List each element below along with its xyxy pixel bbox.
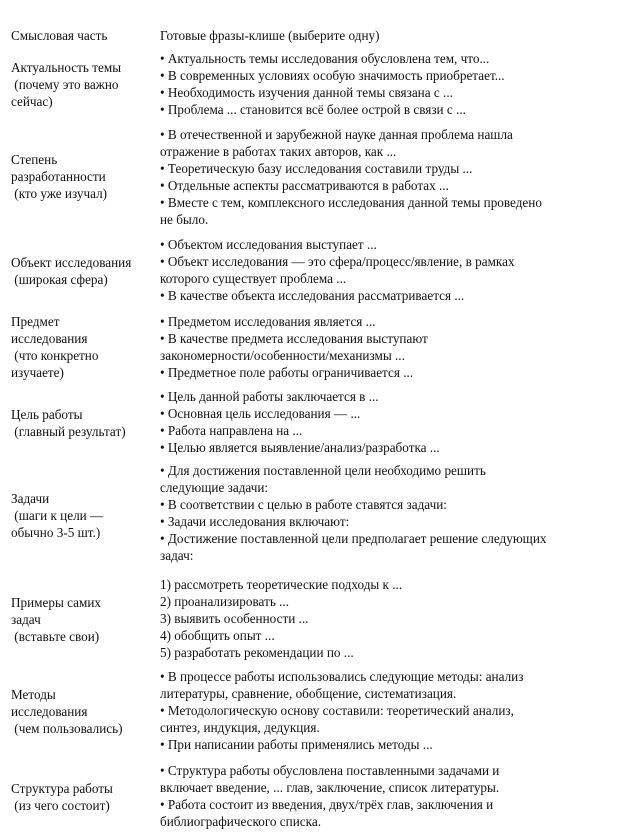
row-label: [11, 406, 156, 440]
row-phrases: [160, 50, 625, 118]
label-line: сейчас): [11, 94, 53, 109]
row-tasks: [11, 462, 621, 572]
phrase-line: • При написании работы применялись методы ...: [160, 737, 433, 752]
phrase-line: синтез, индукция, дедукция.: [160, 720, 320, 735]
phrase-line: • Актуальность темы исследования обусловлена тем, что...: [160, 51, 490, 66]
phrase-line: 3) выявить особенности ...: [160, 611, 309, 626]
phrase-line: • Для достижения поставленной цели необходимо решить: [160, 463, 486, 478]
phrase-line: • Цель данной работы заключается в ...: [160, 389, 379, 404]
label-line: (что конкретно: [11, 348, 99, 363]
row-label: [11, 594, 156, 645]
phrase-line: задач:: [160, 548, 194, 563]
row-phrases: [160, 762, 625, 830]
row-goal: [11, 386, 621, 458]
label-line: (чем пользовались): [11, 721, 123, 736]
phrase-line: • Достижение поставленной цели предполагает решение следующих: [160, 531, 547, 546]
label-line: разработанности: [11, 169, 106, 184]
phrase-line: • Отдельные аспекты рассматриваются в работах ...: [160, 178, 449, 193]
label-line: (главный результат): [11, 424, 126, 439]
row-label: [11, 254, 156, 288]
phrase-line: • В соответствии с целью в работе ставятся задачи:: [160, 497, 447, 512]
label-line: Методы: [11, 687, 56, 702]
row-elaboration: [11, 124, 621, 234]
label-line: Степень: [11, 152, 58, 167]
label-line: (шаги к цели —: [11, 508, 104, 523]
phrase-line: • Необходимость изучения данной темы связана с ...: [160, 85, 453, 100]
label-line: (почему это важно: [11, 77, 119, 92]
row-phrases: [160, 668, 625, 753]
label-line: Цель работы: [11, 407, 83, 422]
row-label: [11, 59, 156, 110]
row-methods: [11, 667, 621, 761]
phrase-line: • Предметом исследования является ...: [160, 314, 376, 329]
phrase-line: следующие задачи:: [160, 480, 269, 495]
phrase-line: • В современных условиях особую значимость приобретает...: [160, 68, 505, 83]
label-line: Структура работы: [11, 781, 113, 796]
row-label: [11, 686, 156, 737]
row-phrases: [160, 576, 625, 661]
row-label: [11, 490, 156, 541]
phrase-line: • Теоретическую базу исследования составили труды ...: [160, 161, 473, 176]
header-semantic-part: Смысловая часть: [11, 28, 108, 43]
phrase-line: • Проблема ... становится всё более острой в связи с ...: [160, 102, 466, 117]
row-structure: [11, 762, 621, 834]
label-line: Примеры самих: [11, 595, 101, 610]
header-ready-phrases: Готовые фразы-клише (выберите одну): [160, 28, 380, 43]
label-line: Актуальность темы: [11, 60, 122, 75]
phrase-line: • Методологическую основу составили: теоретический анализ,: [160, 703, 514, 718]
row-label: [11, 313, 156, 381]
phrase-line: 4) обобщить опыт ...: [160, 628, 275, 643]
phrase-line: • Задачи исследования включают:: [160, 514, 350, 529]
label-line: задач: [11, 612, 41, 627]
phrase-line: • В отечественной и зарубежной науке данная проблема нашла: [160, 127, 513, 142]
label-line: (вставьте свои): [11, 629, 100, 644]
label-line: (из чего состоит): [11, 798, 110, 813]
phrase-line: литературы, сравнение, обобщение, систематизация.: [160, 686, 457, 701]
table-header: [11, 27, 621, 45]
phrase-line: • В процессе работы использовались следующие методы: анализ: [160, 669, 524, 684]
phrase-line: отражение в работах таких авторов, как ...: [160, 144, 397, 159]
phrase-line: • Объект исследования — это сфера/процесс/явление, в рамках: [160, 254, 515, 269]
phrase-line: • В качестве предмета исследования выступают: [160, 331, 428, 346]
row-phrases: [160, 313, 625, 381]
row-label: [11, 780, 156, 814]
row-relevance: [11, 47, 621, 117]
row-phrases: [160, 126, 625, 228]
label-line: Задачи: [11, 491, 50, 506]
phrase-line: • В качестве объекта исследования рассматривается ...: [160, 288, 465, 303]
phrase-line: • Целью является выявление/анализ/разработка ...: [160, 440, 440, 455]
phrase-line: 2) проанализировать ...: [160, 594, 290, 609]
row-phrases: [160, 462, 625, 564]
phrase-line: закономерности/особенности/механизмы ...: [160, 348, 405, 363]
phrase-line: • Основная цель исследования — ...: [160, 406, 361, 421]
label-line: (кто уже изучал): [11, 186, 108, 201]
phrase-line: 1) рассмотреть теоретические подходы к ...: [160, 577, 403, 592]
label-line: исследования: [11, 704, 88, 719]
phrase-line: • Объектом исследования выступает ...: [160, 237, 377, 252]
phrase-line: которого существует проблема ...: [160, 271, 347, 286]
label-line: Предмет: [11, 314, 60, 329]
row-phrases: [160, 236, 625, 304]
phrase-line: • Работа состоит из введения, двух/трёх глав, заключения и: [160, 797, 494, 812]
label-line: (широкая сфера): [11, 272, 108, 287]
phrase-line: • Работа направлена на ...: [160, 423, 303, 438]
row-object: [11, 236, 621, 306]
row-label: [11, 151, 156, 202]
row-task-examples: [11, 573, 621, 665]
label-line: обычно 3-5 шт.): [11, 525, 101, 540]
phrase-line: • Предметное поле работы ограничивается ...: [160, 365, 414, 380]
row-subject: [11, 311, 621, 386]
phrase-line: 5) разработать рекомендации по ...: [160, 645, 354, 660]
row-phrases: [160, 388, 625, 456]
label-line: исследования: [11, 331, 88, 346]
label-line: изучаете): [11, 365, 64, 380]
phrase-line: библиографического списка.: [160, 814, 321, 829]
phrase-line: • Вместе с тем, комплексного исследования данной темы проведено: [160, 195, 542, 210]
label-line: Объект исследования: [11, 255, 132, 270]
phrase-line: включает введение, ... глав, заключение, список литературы.: [160, 780, 500, 795]
phrase-line: не было.: [160, 212, 209, 227]
phrase-line: • Структура работы обусловлена поставленными задачами и: [160, 763, 500, 778]
